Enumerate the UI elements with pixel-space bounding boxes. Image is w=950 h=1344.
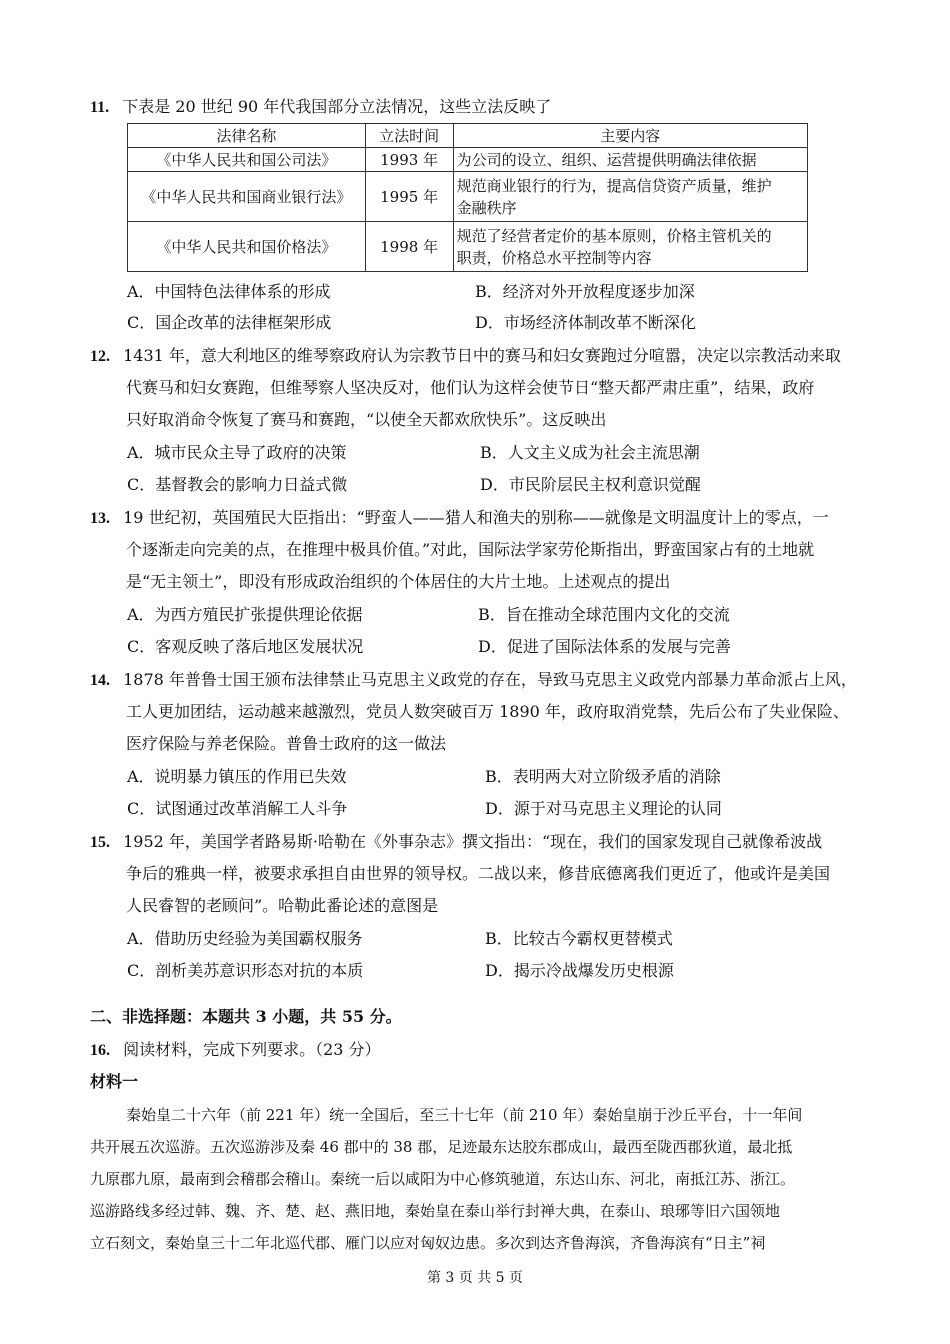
q11-option-b[interactable]: B．经济对外开放程度逐步加深 xyxy=(475,282,695,301)
q15-option-d[interactable]: D．揭示冷战爆发历史根源 xyxy=(485,961,674,980)
law-name-cell: 《中华人民共和国商业银行法》 xyxy=(128,172,366,222)
law-content-line: 规范了经营者定价的基本原则，价格主管机关的 xyxy=(456,226,772,245)
q13-line-2: 个逐渐走向完美的点，在推理中极具价值。”对此，国际法学家劳伦斯指出，野蛮国家占有的土地就 xyxy=(126,540,815,559)
law-name-cell: 《中华人民共和国价格法》 xyxy=(128,222,366,272)
law-year-cell: 1998 年 xyxy=(365,222,453,272)
q14-text: 1878 年普鲁士国王颁布法律禁止马克思主义政党的存在，导致马克思主义政党内部暴力革命派占上风， xyxy=(123,670,857,689)
q14-line-2: 工人更加团结，运动越来越激烈，党员人数突破百万 1890 年，政府取消党禁，先后公布了失业保险、 xyxy=(126,702,849,721)
q14-option-d[interactable]: D．源于对马克思主义理论的认同 xyxy=(485,799,722,818)
law-content-line: 规范商业银行的行为，提高信贷资产质量，维护 xyxy=(456,176,772,195)
law-name-cell: 《中华人民共和国公司法》 xyxy=(128,148,366,172)
q13-number: 13. xyxy=(90,510,110,527)
q15-line-1 xyxy=(90,832,822,853)
law-content-line: 职责，价格总水平控制等内容 xyxy=(456,248,652,267)
material-line: 秦始皇二十六年（前 221 年）统一全国后，至三十七年（前 210 年）秦始皇崩于沙丘平台，十一年间 xyxy=(126,1106,803,1124)
q14-option-b[interactable]: B．表明两大对立阶级矛盾的消除 xyxy=(485,767,721,786)
page-footer: 第 3 页 共 5 页 xyxy=(426,1270,524,1286)
q12-option-a[interactable]: A．城市民众主导了政府的决策 xyxy=(127,443,347,462)
q14-line-1 xyxy=(90,670,857,691)
q11-stem xyxy=(90,97,551,118)
law-content-line: 金融秩序 xyxy=(456,198,517,217)
q13-line-3: 是“无主领土”，即没有形成政治组织的个体居住的大片土地。上述观点的提出 xyxy=(126,572,671,591)
q14-line-3: 医疗保险与养老保险。普鲁士政府的这一做法 xyxy=(126,734,447,753)
law-content-cell: 为公司的设立、组织、运营提供明确法律依据 xyxy=(453,148,807,172)
section2-title: 二、非选择题：本题共 3 小题，共 55 分。 xyxy=(90,1007,402,1026)
q15-option-a[interactable]: A．借助历史经验为美国霸权服务 xyxy=(127,929,363,948)
q15-text: 1952 年，美国学者路易斯·哈勒在《外事杂志》撰文指出：“现在，我们的国家发现自己就像希波战 xyxy=(123,832,823,851)
q15-line-2: 争后的雅典一样，被要求承担自由世界的领导权。二战以来，修昔底德离我们更近了，他或许是美国 xyxy=(126,864,831,883)
q12-line-2: 代赛马和妇女赛跑，但维琴察人坚决反对，他们认为这样会使节日“整天都严肃庄重”，结果，政府 xyxy=(126,378,815,397)
table-row xyxy=(128,222,808,272)
material-line: 九原郡九原，最南到会稽郡会稽山。秦统一后以咸阳为中心修筑驰道，东达山东、河北，南抵江苏、浙江。 xyxy=(90,1170,796,1188)
q11-number: 11. xyxy=(90,99,110,116)
q16-stem xyxy=(90,1040,381,1061)
table-row xyxy=(128,172,808,222)
law-year-cell: 1993 年 xyxy=(365,148,453,172)
q14-option-c[interactable]: C．试图通过改革消解工人斗争 xyxy=(127,799,348,818)
q15-option-c[interactable]: C．剖析美苏意识形态对抗的本质 xyxy=(127,961,364,980)
q12-line-1 xyxy=(90,346,841,367)
header-content: 主要内容 xyxy=(453,124,807,148)
q15-number: 15. xyxy=(90,834,110,851)
q11-option-d[interactable]: D．市场经济体制改革不断深化 xyxy=(475,313,696,332)
table-row xyxy=(128,148,808,172)
q11-option-a[interactable]: A．中国特色法律体系的形成 xyxy=(127,282,331,301)
q12-option-d[interactable]: D．市民阶层民主权利意识觉醒 xyxy=(480,475,701,494)
q13-line-1 xyxy=(90,508,829,529)
table-header-row xyxy=(128,124,808,148)
q11-stem-text: 下表是 20 世纪 90 年代我国部分立法情况，这些立法反映了 xyxy=(122,97,552,116)
q13-option-b[interactable]: B．旨在推动全球范围内文化的交流 xyxy=(478,605,730,624)
q11-option-c[interactable]: C．国企改革的法律框架形成 xyxy=(127,313,332,332)
header-year: 立法时间 xyxy=(365,124,453,148)
header-law-name: 法律名称 xyxy=(128,124,366,148)
q16-number: 16. xyxy=(90,1042,110,1059)
q15-line-3: 人民睿智的老顾问”。哈勒此番论述的意图是 xyxy=(126,896,439,915)
q13-option-c[interactable]: C．客观反映了落后地区发展状况 xyxy=(127,637,364,656)
material-one-title: 材料一 xyxy=(90,1072,139,1091)
q12-option-b[interactable]: B．人文主义成为社会主流思潮 xyxy=(480,443,700,462)
law-year-cell: 1995 年 xyxy=(365,172,453,222)
q14-option-a[interactable]: A．说明暴力镇压的作用已失效 xyxy=(127,767,347,786)
material-line: 共开展五次巡游。五次巡游涉及秦 46 郡中的 38 郡，足迹最东达胶东郡成山，最西至陇西郡狄道，最北抵 xyxy=(90,1138,793,1156)
q16-stem-text: 阅读材料，完成下列要求。（23 分） xyxy=(123,1040,381,1059)
material-line: 立石刻文，秦始皇三十二年北巡代郡、雁门以应对匈奴边患。多次到达齐鲁海滨，齐鲁海滨有“日主”祠 xyxy=(90,1234,766,1252)
law-content-cell xyxy=(453,172,807,222)
q13-option-d[interactable]: D．促进了国际法体系的发展与完善 xyxy=(478,637,731,656)
law-content-cell xyxy=(453,222,807,272)
q15-option-b[interactable]: B．比较古今霸权更替模式 xyxy=(485,929,673,948)
q14-number: 14. xyxy=(90,672,110,689)
q13-text: 19 世纪初，英国殖民大臣指出：“野蛮人——猎人和渔夫的别称——就像是文明温度计上的零点，一 xyxy=(123,508,829,527)
q12-text: 1431 年，意大利地区的维琴察政府认为宗教节日中的赛马和妇女赛跑过分喧嚣，决定以宗教活动来取 xyxy=(123,346,841,365)
q12-number: 12. xyxy=(90,348,110,365)
q12-line-3: 只好取消命令恢复了赛马和赛跑，“以使全天都欢欣快乐”。这反映出 xyxy=(126,410,607,429)
material-line: 巡游路线多经过韩、魏、齐、楚、赵、燕旧地，秦始皇在泰山举行封禅大典，在泰山、琅琊等旧六国领地 xyxy=(90,1202,781,1220)
q12-option-c[interactable]: C．基督教会的影响力日益式微 xyxy=(127,475,348,494)
q11-law-table xyxy=(127,123,808,272)
q13-option-a[interactable]: A．为西方殖民扩张提供理论依据 xyxy=(127,605,363,624)
